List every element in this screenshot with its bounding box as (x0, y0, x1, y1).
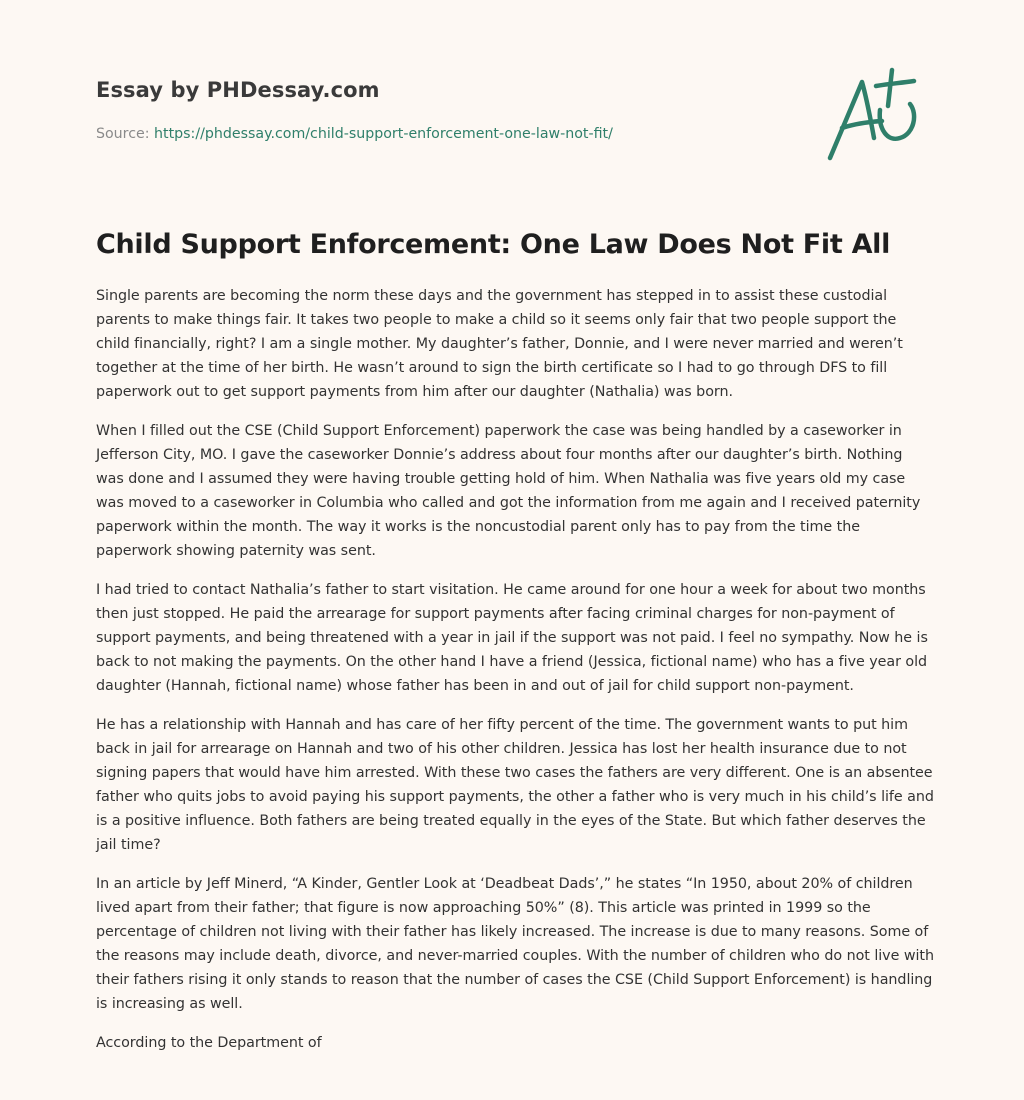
essay-paragraph: In an article by Jeff Minerd, “A Kinder, Gentler Look at ‘Deadbeat Dads’,” he states “In 1950, about 20% of children lived apart from their father; that figure is now approaching 50%” (8). This article was printed in 1999 so the percentage of children not living with their father has likely increased. The increase is due to many reasons. Some of the reasons may include death, divorce, and never-married couples. With the number of children who do not live with their fathers rising it only stands to reason that the number of cases the CSE (Child Support Enforcement) is handling is increasing as well. (96, 876, 934, 1012)
source-line (96, 124, 796, 144)
essay-paragraph: He has a relationship with Hannah and has care of her fifty percent of the time. The government wants to put him back in jail for arrearage on Hannah and two of his other children. Jessica has lost her health insurance due to not signing papers that would have him arrested. With these two cases the fathers are very different. One is an absentee father who quits jobs to avoid paying his support payments, the other a father who is very much in his child’s life and is a positive influence. Both fathers are being treated equally in the eyes of the State. But which father deserves the jail time? (96, 717, 934, 853)
essay-paragraph: When I filled out the CSE (Child Support Enforcement) paperwork the case was being handled by a caseworker in Jefferson City, MO. I gave the caseworker Donnie’s address about four months after our daughter’s birth. Nothing was done and I assumed they were having trouble getting hold of him. When Nathalia was five years old my case was moved to a caseworker in Columbia who called and got the information from me again and I received paternity paperwork within the month. The way it works is the noncustodial parent only has to pay from the time the paperwork showing paternity was sent. (96, 423, 921, 559)
source-label: Source: (96, 126, 155, 142)
essay-title: Child Support Enforcement: One Law Does Not Fit All (96, 229, 891, 260)
site-brand: Essay by PHDessay.com (96, 78, 380, 102)
essay-paragraph: Single parents are becoming the norm these days and the government has stepped in to assist these custodial parents to make things fair. It takes two people to make a child so it seems only fair that two people support the child financially, right? I am a single mother. My daughter’s father, Donnie, and I were never married and weren’t together at the time of her birth. He wasn’t around to sign the birth certificate so I had to go through DFS to fill paperwork out to get support payments from him after our daughter (Nathalia) was born. (96, 288, 903, 400)
essay-paragraph: I had tried to contact Nathalia’s father to start visitation. He came around for one hour a week for about two months then just stopped. He paid the arrearage for support payments after facing criminal charges for non-payment of support payments, and being threatened with a year in jail if the support was not paid. I feel no sympathy. Now he is back to not making the payments. On the other hand I have a friend (Jessica, fictional name) who has a five year old daughter (Hannah, fictional name) whose father has been in and out of jail for child support non-payment. (96, 582, 928, 694)
essay-body (96, 284, 934, 1070)
page-header (96, 76, 796, 144)
essay-paragraph: According to the Department of (96, 1035, 322, 1051)
source-link[interactable]: https://phdessay.com/child-support-enforcement-one-law-not-fit/ (154, 126, 613, 142)
a-plus-grade-icon (822, 66, 932, 166)
